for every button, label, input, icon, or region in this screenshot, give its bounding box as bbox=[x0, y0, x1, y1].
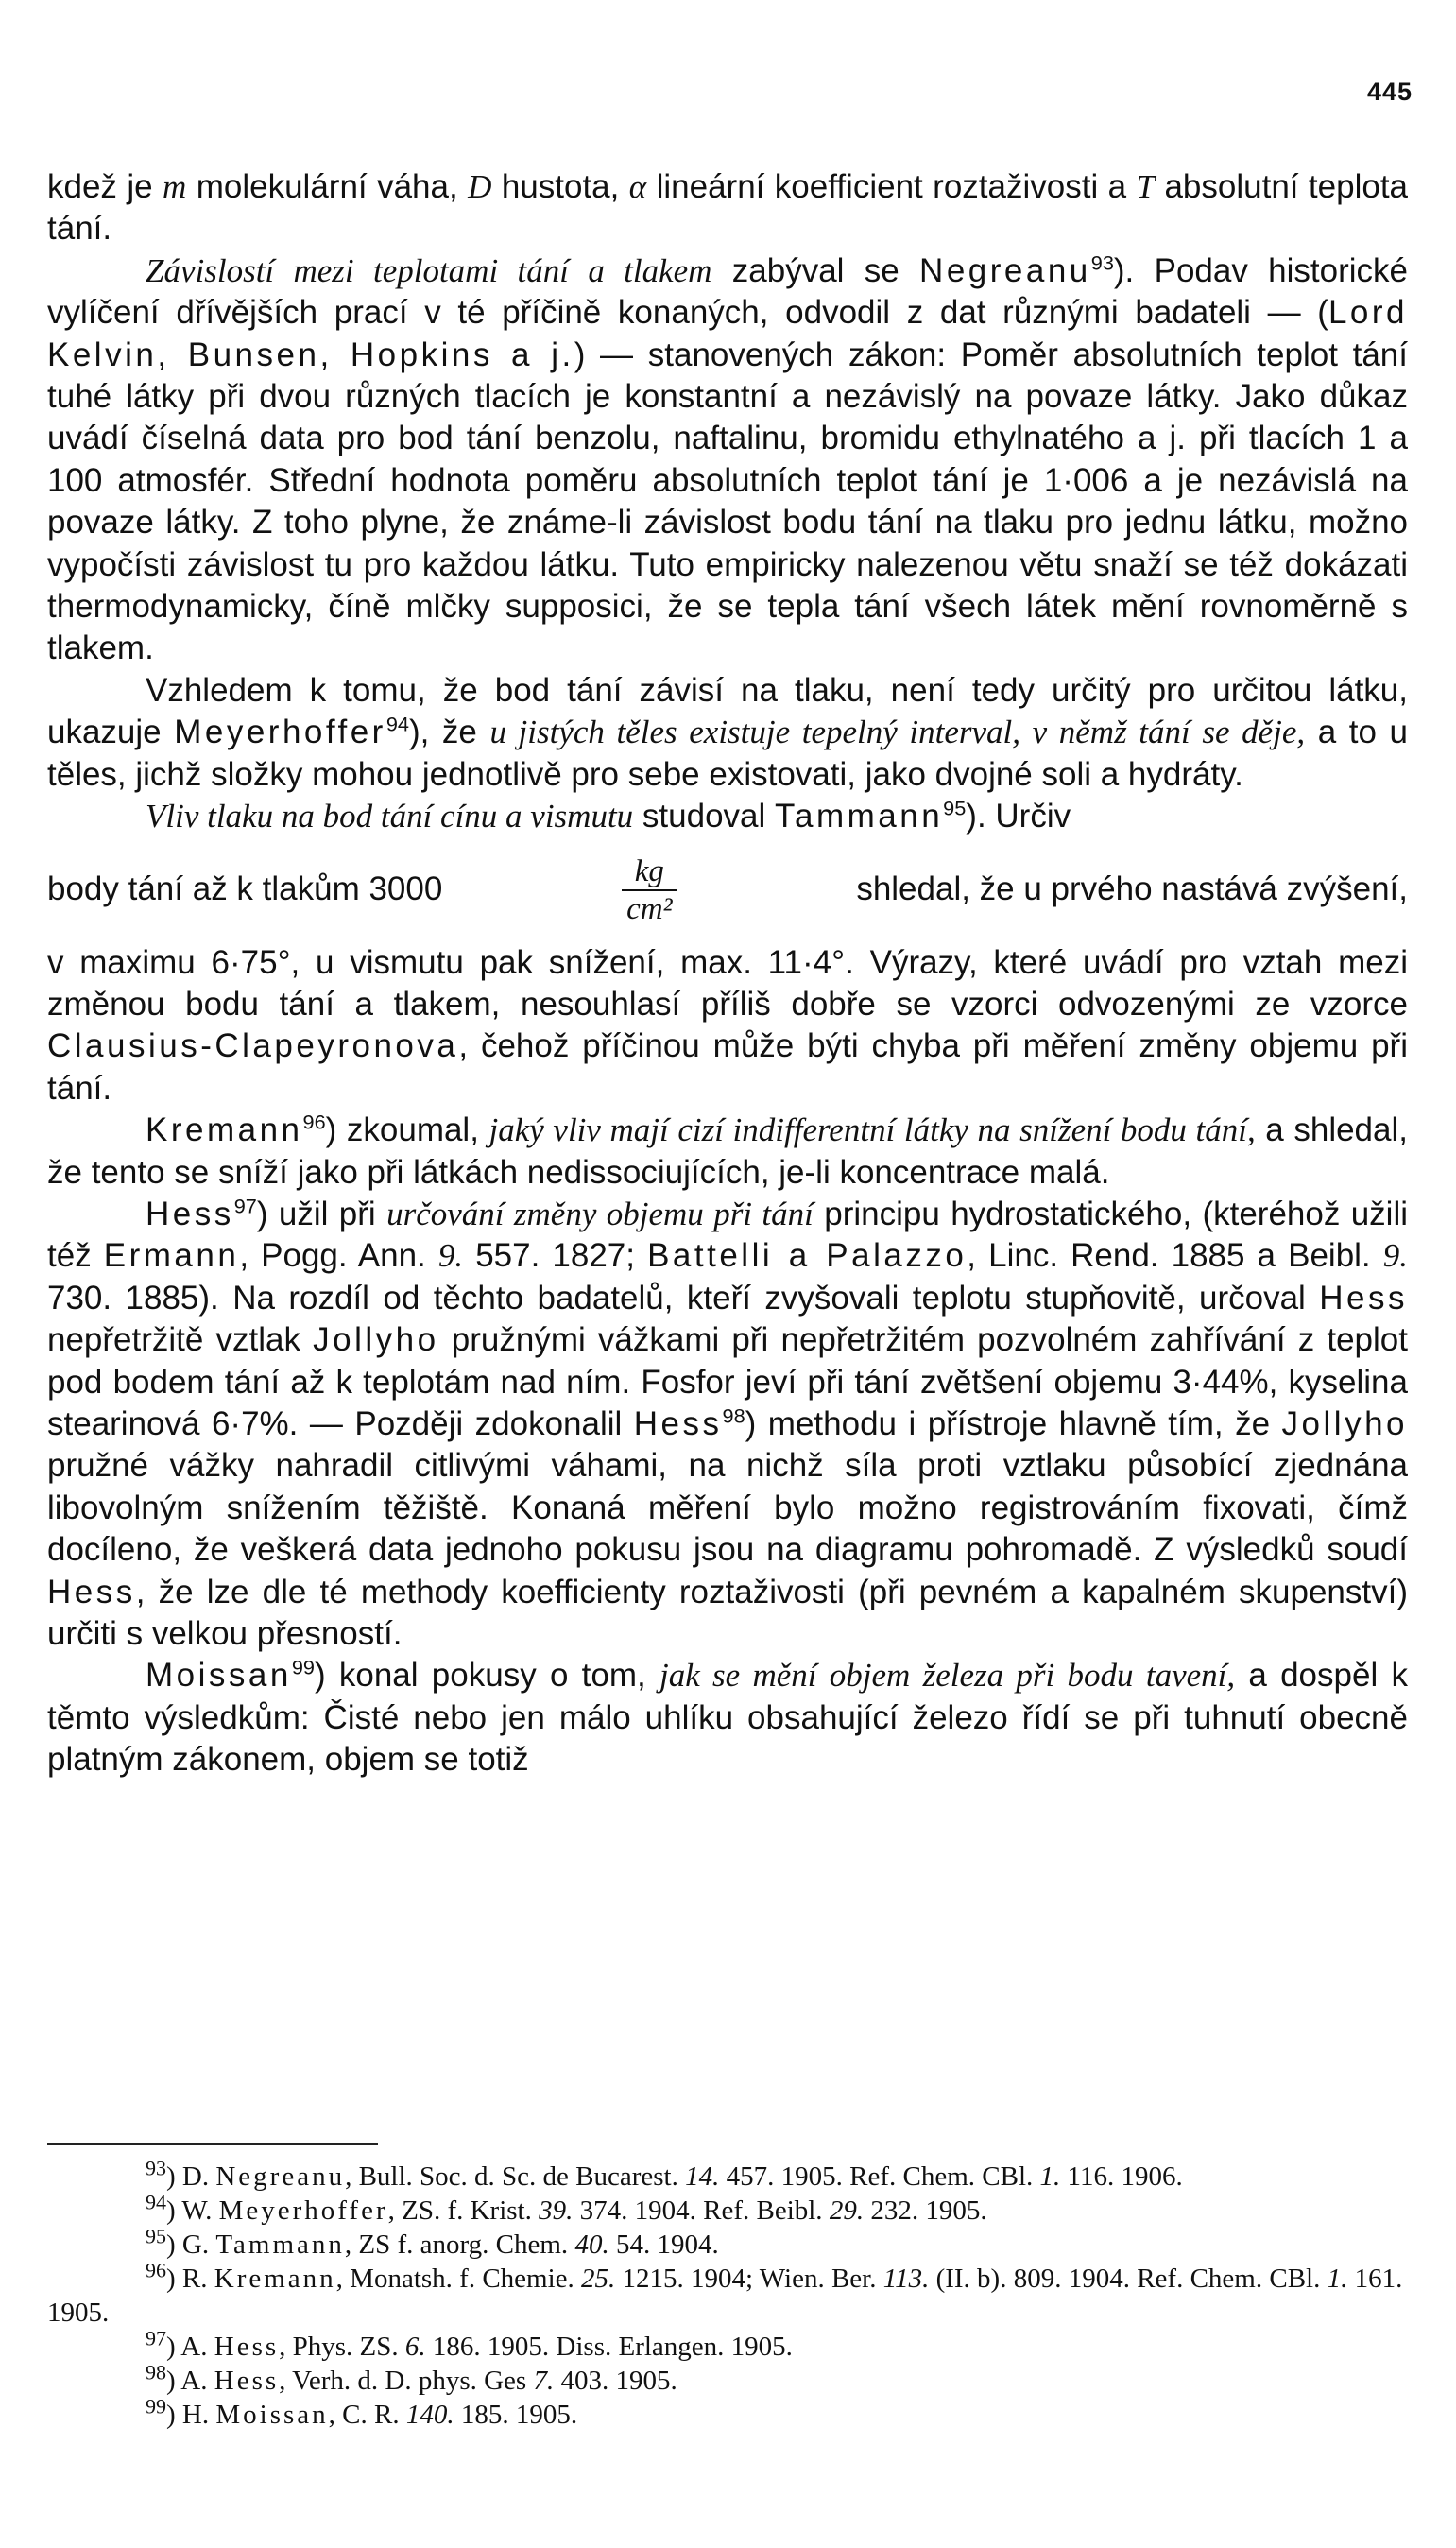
footnote-segment: 1215. 1904; Wien. Ber. bbox=[615, 2264, 883, 2294]
fraction-numerator: kg bbox=[622, 853, 677, 891]
text-segment: Hess bbox=[1319, 1279, 1408, 1317]
body-paragraph bbox=[47, 670, 1408, 796]
footnote bbox=[47, 2156, 1408, 2194]
footnote-segment: , ZS f. anorg. Chem. bbox=[344, 2230, 575, 2260]
text-segment: Battelli a Palazzo bbox=[647, 1237, 968, 1275]
text-segment: 94 bbox=[385, 712, 409, 736]
footnote-segment: 25. bbox=[581, 2264, 616, 2294]
footnote-segment: (II. b). 809. 1904. Ref. Chem. CBl. bbox=[929, 2264, 1328, 2294]
fraction-kg-per-cm2 bbox=[613, 853, 685, 927]
paragraphs-after-formula bbox=[47, 942, 1408, 1782]
text-segment: kdež je bbox=[47, 168, 163, 205]
text-segment: ). Podav historické vylíčení dřívějších prací v té příčině konaných, odvodil z dat různými badateli — ( bbox=[47, 251, 1408, 332]
footnote-segment: 1. bbox=[1039, 2161, 1061, 2192]
footnote-segment: ) R. bbox=[166, 2264, 214, 2294]
footnotes bbox=[47, 2156, 1408, 2432]
footnote bbox=[47, 2258, 1408, 2330]
footnote-segment: Kremann bbox=[214, 2264, 336, 2294]
text-segment: studoval bbox=[633, 798, 775, 835]
body-paragraph bbox=[47, 1110, 1408, 1194]
text-segment: , Linc. Rend. 1885 a Beibl. bbox=[967, 1237, 1383, 1275]
footnote-segment: 186. 1905. Diss. Erlangen. 1905. bbox=[425, 2332, 793, 2362]
footnote-segment: 1. bbox=[1327, 2264, 1348, 2294]
body-paragraph bbox=[47, 1194, 1408, 1655]
text-segment: α bbox=[628, 168, 647, 205]
footnote-segment: ) W. bbox=[166, 2195, 219, 2226]
formula-line bbox=[47, 838, 1408, 942]
text-segment: 9. bbox=[1382, 1237, 1408, 1275]
fraction-denominator: cm² bbox=[626, 891, 673, 926]
text-segment: Hess bbox=[47, 1573, 136, 1610]
footnote-segment: Hess bbox=[214, 2332, 280, 2362]
footnote-segment: 185. 1905. bbox=[454, 2400, 578, 2430]
text-segment: Hess bbox=[146, 1195, 234, 1232]
text-segment: 730. 1885). Na rozdíl od těchto badatelů, kteří zvyšovali teplotu stupňovitě, určoval bbox=[47, 1279, 1320, 1317]
footnote-segment: ) H. bbox=[166, 2400, 216, 2430]
text-segment: , čehož příčinou může býti chyba při měření změny objemu při tání. bbox=[47, 1027, 1408, 1107]
text-segment: Vliv tlaku na bod tání cínu a vismutu bbox=[146, 798, 634, 835]
footnote-segment: 457. 1905. Ref. Chem. CBl. bbox=[719, 2161, 1040, 2192]
text-segment: a dospěl k těmto výsledkům: Čisté nebo jen málo uhlíku obsahující železo řídí se při tuhnutí obecně platným zákonem, objem se totiž bbox=[47, 1657, 1408, 1779]
body-paragraph bbox=[47, 1655, 1408, 1781]
footnote-segment: 6. bbox=[404, 2332, 426, 2362]
text-segment: pružné vážky nahradil citlivými váhami, na nichž síla proti vztlaku působící zjednána libovolným snížením těžiště. Konaná měření bylo možno registrováním fixovati, čímž docíleno, že veškerá data jednoho pokusu jsou na diagramu pohromadě. Z výsledků soudí bbox=[47, 1447, 1408, 1569]
footnote-segment: 232. 1905. bbox=[864, 2195, 987, 2226]
body-paragraph bbox=[47, 166, 1408, 250]
text-segment: jaký vliv mají cizí indifferentní látky na snížení bodu tání, bbox=[488, 1111, 1256, 1149]
footnote-segment: 161. 1905. bbox=[47, 2264, 1403, 2328]
text-segment: Hess bbox=[633, 1404, 723, 1442]
text-segment: v maximu 6·75°, u vismutu pak snížení, max. 11·4°. Výrazy, které uvádí pro vztah mezi změnou bodu tání a tlakem, nesouhlasí příliš dobře se vzorci odvozenými ze vzorce bbox=[47, 943, 1408, 1023]
footnote-segment: 403. 1905. bbox=[554, 2366, 677, 2396]
text-segment: ) užil při bbox=[256, 1195, 387, 1232]
footnote-segment: , ZS. f. Krist. bbox=[387, 2195, 540, 2226]
footnote-segment: ) A. bbox=[166, 2366, 214, 2396]
footnote-segment: , C. R. bbox=[328, 2400, 406, 2430]
text-segment: molekulární váha, bbox=[186, 168, 469, 205]
formula-text-after: shledal, že u prvého nastává zvýšení, bbox=[856, 870, 1408, 908]
footnote-segment: Negreanu bbox=[215, 2161, 346, 2192]
formula-text-before: body tání až k tlakům 3000 bbox=[47, 870, 443, 908]
footnote-segment: 14. bbox=[685, 2161, 720, 2192]
footnote-segment: , Monatsh. f. Chemie. bbox=[335, 2264, 582, 2294]
main-text bbox=[47, 166, 1408, 1782]
footnote-segment: Tammann bbox=[215, 2230, 345, 2260]
text-segment: Meyerhoffer bbox=[174, 714, 386, 751]
footnote-segment: , Phys. ZS. bbox=[279, 2332, 405, 2362]
text-segment: Vzhledem k tomu, že bod tání závisí na tlaku, není tedy určitý pro určitou látku, ukazuje bbox=[47, 671, 1408, 751]
text-segment: Jollyho bbox=[313, 1321, 439, 1359]
text-segment: Lord Kelvin, Bunsen, Hopkins a j. bbox=[47, 294, 1408, 373]
footnote-segment: ) G. bbox=[166, 2230, 216, 2260]
body-paragraph bbox=[47, 796, 1408, 837]
text-segment: , Pogg. Ann. bbox=[239, 1237, 438, 1275]
text-segment: jak se mění objem železa při bodu tavení, bbox=[659, 1657, 1236, 1695]
text-segment: principu hydrostatického, (kteréhož užili též bbox=[47, 1195, 1409, 1275]
text-segment: Moissan bbox=[146, 1657, 292, 1695]
paragraphs-before-formula bbox=[47, 166, 1408, 838]
footnote bbox=[47, 2190, 1408, 2228]
text-segment: 97 bbox=[233, 1194, 257, 1218]
text-segment: Kremann bbox=[146, 1111, 303, 1149]
text-segment: ) methodu i přístroje hlavně tím, že bbox=[745, 1404, 1282, 1442]
footnote-segment: Moissan bbox=[215, 2400, 329, 2430]
text-segment: u jistých těles existuje tepelný interval, v němž tání se děje, bbox=[489, 714, 1306, 751]
footnote-segment: 374. 1904. Ref. Beibl. bbox=[573, 2195, 830, 2226]
footnote bbox=[47, 2360, 1408, 2398]
footnote-number: 93 bbox=[146, 2156, 166, 2180]
text-segment: Negreanu bbox=[919, 251, 1091, 289]
text-segment: m bbox=[163, 168, 187, 205]
text-segment: pružnými vážkami při nepřetržitém pozvolném zahřívání z teplot pod bodem tání až k teplotám nad ním. Fosfor jeví při tání zvětšení objemu 3·44%, kyselina stearinová 6·7%. — Později zdokonalil bbox=[47, 1321, 1408, 1442]
footnote-segment: 7. bbox=[533, 2366, 555, 2396]
footnote-separator bbox=[47, 2143, 378, 2145]
footnote-segment: 113. bbox=[882, 2264, 930, 2294]
body-paragraph bbox=[47, 250, 1408, 670]
text-segment: Tammann bbox=[775, 798, 944, 835]
footnote-segment: 54. 1904. bbox=[608, 2230, 719, 2260]
footnote-number: 96 bbox=[146, 2258, 166, 2282]
text-segment: určování změny objemu při tání bbox=[386, 1195, 814, 1232]
text-segment: a shledal, že tento se sníží jako při látkách nedissociujících, je-li koncentrace malá. bbox=[47, 1111, 1408, 1191]
footnote bbox=[47, 2326, 1408, 2364]
text-segment: nepřetržitě vztlak bbox=[47, 1321, 314, 1359]
footnote-segment: 116. 1906. bbox=[1060, 2161, 1183, 2192]
text-segment: zabýval se bbox=[711, 251, 920, 289]
text-segment: 9. bbox=[437, 1237, 464, 1275]
footnote-segment: Meyerhoffer bbox=[218, 2195, 388, 2226]
text-segment: 95 bbox=[943, 796, 967, 820]
text-segment: hustota, bbox=[491, 168, 629, 205]
text-segment: ), že bbox=[408, 714, 490, 751]
text-segment: Závislostí mezi teplotami tání a tlakem bbox=[146, 251, 712, 289]
text-segment: 96 bbox=[302, 1110, 326, 1134]
text-segment: 557. 1827; bbox=[463, 1237, 648, 1275]
text-segment: a to u těles, jichž složky mohou jednotlivě pro sebe existovati, jako dvojné soli a hydráty. bbox=[47, 714, 1408, 793]
footnote-segment: ) A. bbox=[166, 2332, 214, 2362]
footnote-segment: 29. bbox=[829, 2195, 865, 2226]
text-segment: absolutní teplota tání. bbox=[47, 168, 1409, 248]
text-segment: Clausius-Clapeyronova bbox=[47, 1027, 459, 1065]
footnote-segment: Hess bbox=[214, 2366, 280, 2396]
text-segment: T bbox=[1136, 168, 1156, 205]
text-segment: D bbox=[468, 168, 492, 205]
text-segment: Jollyho bbox=[1281, 1404, 1408, 1442]
text-segment: ). Určiv bbox=[966, 798, 1071, 835]
text-segment: ) zkoumal, bbox=[325, 1111, 489, 1149]
text-segment: ) konal pokusy o tom, bbox=[314, 1657, 659, 1695]
footnote-segment: , Bull. Soc. d. Sc. de Bucarest. bbox=[345, 2161, 686, 2192]
footnote-segment: 140. bbox=[405, 2400, 454, 2430]
footnote bbox=[47, 2394, 1408, 2432]
footnote-segment: 40. bbox=[574, 2230, 609, 2260]
text-segment: 98 bbox=[722, 1403, 745, 1428]
page-number: 445 bbox=[1366, 77, 1413, 106]
text-segment: 99 bbox=[291, 1655, 315, 1679]
footnote-segment: 39. bbox=[539, 2195, 574, 2226]
text-segment: , že lze dle té methody koefficienty roztaživosti (při pevném a kapalném skupenství) určiti s velkou přesností. bbox=[47, 1573, 1408, 1652]
footnote bbox=[47, 2224, 1408, 2262]
text-segment: ) — stanovených zákon: Poměr absolutních teplot tání tuhé látky při dvou různých tlacích je konstantní a nezávislý na povaze látky. Jako důkaz uvádí číselná data pro bod tání benzolu, naftalinu, bromidu ethylnatého a j. při tlacích 1 a 100 atmosfér. Střední hodnota poměru absolutních teplot tání je 1·006 a je nezávislá na povaze látky. Z toho plyne, že známe-li závislost bodu tání na tlaku pro jednu látku, možno vypočísti závislost tu pro každou látku. Tuto empiricky nalezenou větu snaží se též dokázati thermodynamicky, číně mlčky supposici, že se tepla tání všech látek mění rovnoměrně s tlakem. bbox=[47, 336, 1408, 667]
text-segment: 93 bbox=[1090, 250, 1114, 275]
footnote-number: 97 bbox=[146, 2326, 166, 2350]
footnote-segment: ) D. bbox=[166, 2161, 216, 2192]
footnote-number: 98 bbox=[146, 2360, 166, 2384]
text-segment: lineární koefficient roztaživosti a bbox=[646, 168, 1137, 205]
footnote-number: 95 bbox=[146, 2224, 166, 2248]
text-segment: Ermann bbox=[103, 1237, 240, 1275]
footnote-number: 94 bbox=[146, 2190, 166, 2214]
footnote-number: 99 bbox=[146, 2394, 166, 2419]
footnote-segment: , Verh. d. D. phys. Ges bbox=[279, 2366, 534, 2396]
body-paragraph bbox=[47, 942, 1408, 1110]
